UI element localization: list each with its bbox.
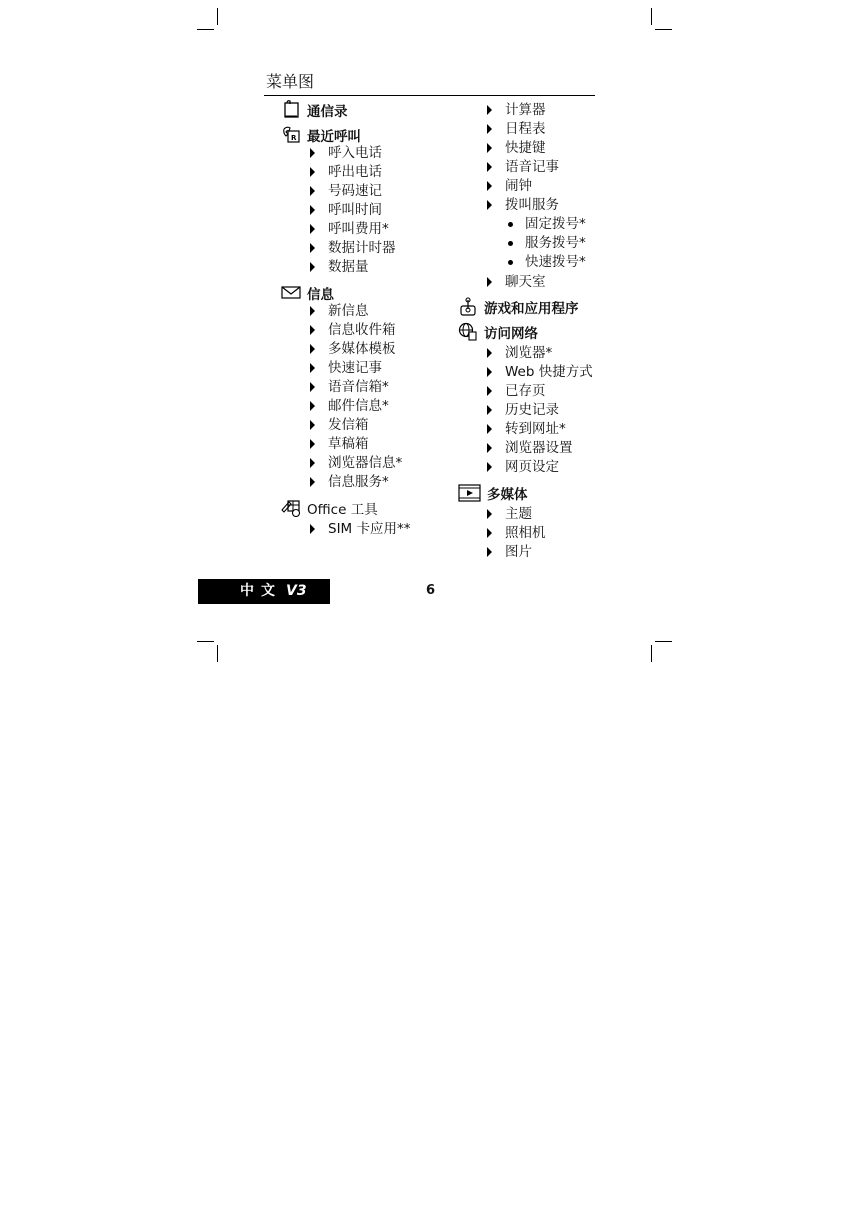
- office-tools-icon: [281, 498, 301, 517]
- menu-messages: [281, 283, 441, 302]
- list-item[interactable]: 已存页: [458, 382, 638, 401]
- list-item[interactable]: 数据计时器: [281, 239, 441, 258]
- page-title: 菜单图: [266, 72, 315, 91]
- footer-language-tag: [198, 579, 330, 604]
- list-item[interactable]: 浏览器*: [458, 344, 638, 363]
- list-item[interactable]: 快捷键: [458, 139, 638, 158]
- sub-list-item[interactable]: 固定拨号*: [458, 215, 638, 234]
- contacts-icon: [281, 100, 301, 119]
- crop-mark: [651, 8, 652, 25]
- web-access-list: [458, 344, 638, 477]
- list-item[interactable]: 语音信箱*: [281, 378, 441, 397]
- crop-mark: [197, 641, 214, 642]
- list-item[interactable]: 呼入电话: [281, 144, 441, 163]
- left-column: [281, 100, 441, 539]
- crop-mark: [217, 8, 218, 25]
- menu-label: 信息: [307, 286, 334, 303]
- office-tools-list: [281, 520, 441, 539]
- menu-games-apps: [458, 297, 638, 316]
- right-column: [458, 100, 638, 562]
- list-item[interactable]: 聊天室: [458, 273, 638, 292]
- list-item[interactable]: 计算器: [458, 101, 638, 120]
- list-item[interactable]: 网页设定: [458, 458, 638, 477]
- list-item[interactable]: 主题: [458, 505, 638, 524]
- sub-list-item[interactable]: 服务拨号*: [458, 234, 638, 253]
- footer-language: 中文: [240, 583, 282, 599]
- page-number: 6: [426, 583, 436, 598]
- recent-calls-list: [281, 144, 441, 277]
- list-item[interactable]: 发信箱: [281, 416, 441, 435]
- menu-label: 通信录: [307, 103, 348, 120]
- menu-contacts: [281, 100, 441, 119]
- recent-calls-icon: [281, 125, 301, 144]
- list-item[interactable]: 信息收件箱: [281, 321, 441, 340]
- list-item[interactable]: 快速记事: [281, 359, 441, 378]
- menu-label: Office 工具: [307, 501, 378, 518]
- list-item[interactable]: 多媒体模板: [281, 340, 441, 359]
- list-item[interactable]: 照相机: [458, 524, 638, 543]
- list-item[interactable]: 浏览器设置: [458, 439, 638, 458]
- list-item[interactable]: 数据量: [281, 258, 441, 277]
- menu-office-tools: [281, 498, 441, 517]
- menu-label: 多媒体: [487, 486, 528, 503]
- games-joystick-icon: [458, 297, 478, 316]
- list-item[interactable]: 信息服务*: [281, 473, 441, 492]
- menu-label: 访问网络: [484, 325, 538, 342]
- crop-mark: [217, 645, 218, 662]
- list-item[interactable]: 号码速记: [281, 182, 441, 201]
- list-item[interactable]: 呼叫费用*: [281, 220, 441, 239]
- multimedia-film-icon: [458, 483, 482, 502]
- envelope-icon: [281, 283, 301, 302]
- multimedia-list: [458, 505, 638, 562]
- globe-icon: [458, 322, 478, 341]
- list-item[interactable]: 呼叫时间: [281, 201, 441, 220]
- list-item[interactable]: 历史记录: [458, 401, 638, 420]
- list-item[interactable]: 新信息: [281, 302, 441, 321]
- menu-label: 游戏和应用程序: [484, 300, 579, 317]
- crop-mark: [655, 641, 672, 642]
- svg-text:R: R: [291, 134, 297, 142]
- menu-multimedia: [458, 483, 638, 502]
- list-item[interactable]: 呼出电话: [281, 163, 441, 182]
- list-item[interactable]: 图片: [458, 543, 638, 562]
- crop-mark: [655, 29, 672, 30]
- messages-list: [281, 302, 441, 492]
- list-item[interactable]: 转到网址*: [458, 420, 638, 439]
- list-item[interactable]: 语音记事: [458, 158, 638, 177]
- crop-mark: [651, 645, 652, 662]
- list-item[interactable]: 草稿箱: [281, 435, 441, 454]
- title-rule: [264, 95, 595, 96]
- list-item[interactable]: 闹钟: [458, 177, 638, 196]
- list-item[interactable]: 浏览器信息*: [281, 454, 441, 473]
- list-item[interactable]: 拨叫服务: [458, 196, 638, 215]
- office-tools-list-continued: [458, 101, 638, 292]
- list-item[interactable]: 日程表: [458, 120, 638, 139]
- menu-web-access: [458, 322, 638, 341]
- sub-list-item[interactable]: 快速拨号*: [458, 253, 638, 272]
- crop-mark: [197, 29, 214, 30]
- list-item[interactable]: SIM 卡应用**: [281, 520, 441, 539]
- menu-label: 最近呼叫: [307, 128, 361, 145]
- list-item[interactable]: 邮件信息*: [281, 397, 441, 416]
- menu-recent-calls: [281, 125, 441, 144]
- footer-model: V3: [286, 583, 307, 599]
- list-item[interactable]: Web 快捷方式: [458, 363, 638, 382]
